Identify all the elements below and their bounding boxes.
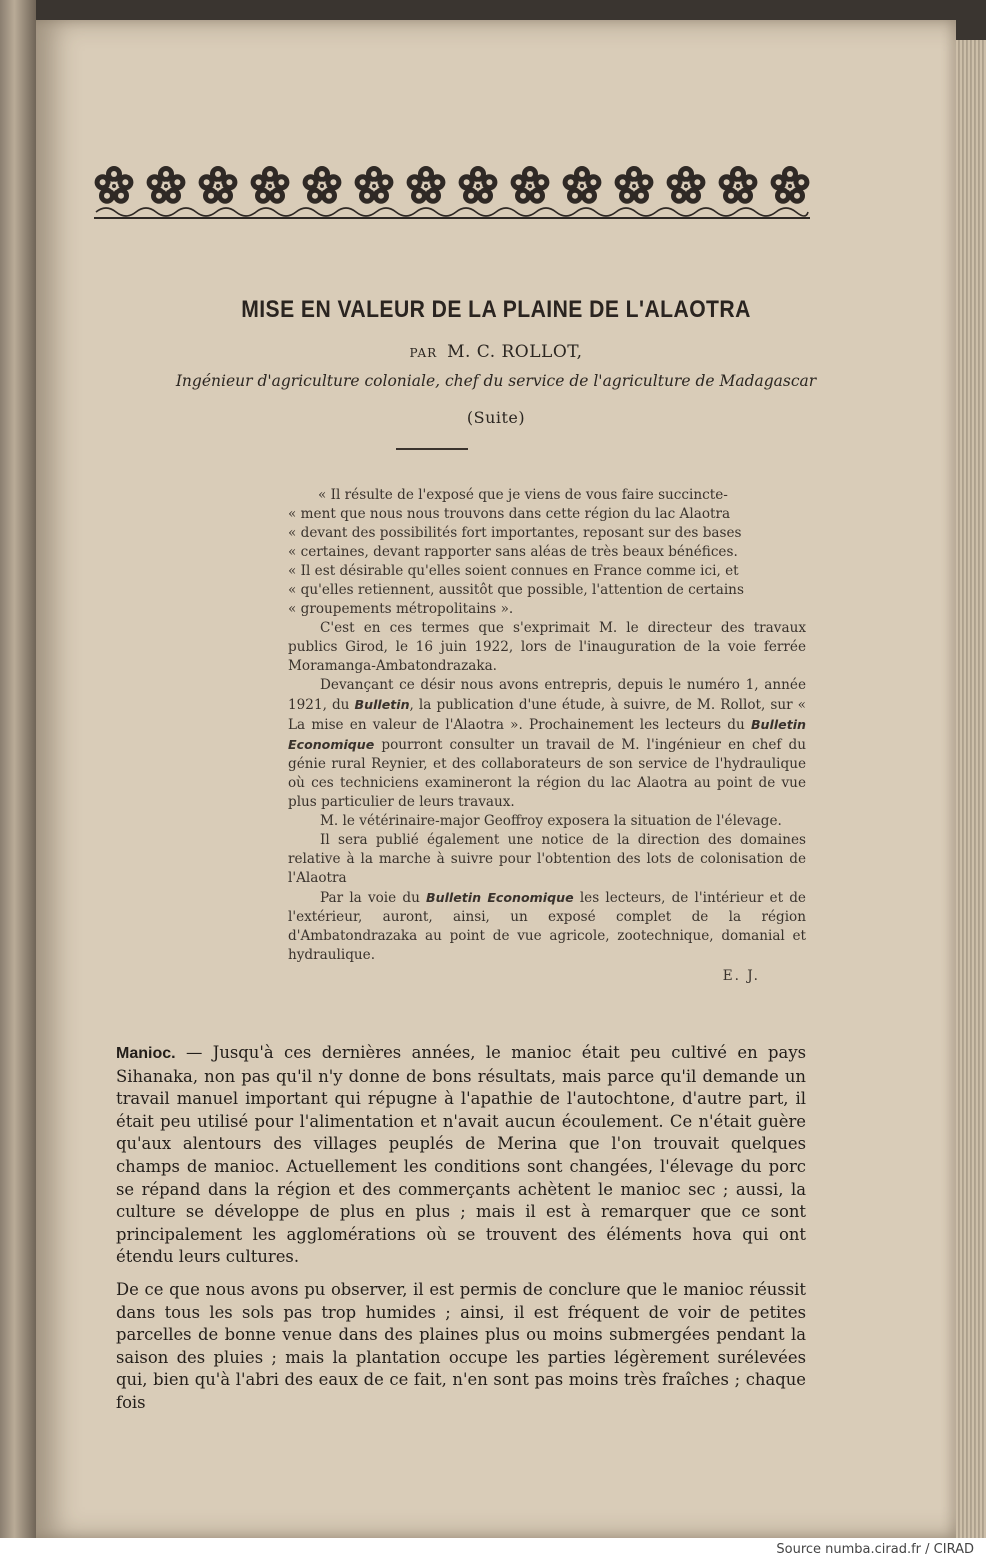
- book-spine-edge: [0, 0, 36, 1538]
- intro-paragraph: C'est en ces termes que s'exprimait M. le directeur des travaux publics Girod, le 16 juin 1922, lors de l'inauguration de la voie ferrée Moramanga-Ambatondrazaka.: [288, 620, 806, 674]
- intro-paragraph: Par la voie du Bulletin Economique les lecteurs, de l'intérieur et de l'extérieur, auront, ainsi, un exposé complet de la région d'Ambatondrazaka au point de vue agricole, zootechnique, domanial et hydraulique.: [288, 890, 806, 963]
- byline-prefix: PAR: [409, 346, 438, 360]
- title-rule: [396, 448, 468, 450]
- editorial-introduction: [288, 486, 806, 986]
- section-heading-manioc: Manioc.: [116, 1045, 176, 1062]
- bulletin-economique-title: Bulletin Economique: [426, 890, 574, 905]
- quote-line: « certaines, devant rapporter sans aléas de très beaux bénéfices.: [288, 544, 738, 560]
- quote-line: « ment que nous nous trouvons dans cette région du lac Alaotra: [288, 506, 731, 522]
- body-paragraph: Manioc. — Jusqu'à ces dernières années, le manioc était peu cultivé en pays Sihanaka, non pas qu'il n'y donne de bons résultats, mais parce qu'il demande un travail manuel important qui répugne à l'apathie de l'autochtone, d'autre part, il était peu utilisé pour l'alimentation et n'avait aucun écoulement. Ce n'était guère qu'aux alentours des villages peuplés de Merina que l'on trouvait quelques champs de manioc. Actuellement les conditions sont changées, l'élevage du porc se répand dans la région et des commerçants achètent le manioc sec ; aussi, la culture se développe de plus en plus ; mais il est à remarquer que ce sont principalement les agglomérations où se trouvent des éléments hova qui ont étendu leurs cultures.: [116, 1043, 806, 1267]
- editor-signature: E. J.: [722, 968, 760, 984]
- bulletin-economique-title: Bulletin Economique: [288, 717, 806, 752]
- quote-line: « Il est désirable qu'elles soient connues en France comme ici, et: [288, 563, 739, 579]
- footer-bar: [0, 1538, 986, 1566]
- author-affiliation: Ingénieur d'agriculture coloniale, chef du service de l'agriculture de Madagascar: [175, 372, 817, 390]
- page-edges: [956, 40, 986, 1538]
- bulletin-title: Bulletin: [354, 697, 410, 712]
- intro-paragraph: Devançant ce désir nous avons entrepris, depuis le numéro 1, année 1921, du Bulletin, la publication d'une étude, à suivre, de M. Rollot, sur « La mise en valeur de l'Alaotra ». Prochainement les lecteurs du Bulletin Economique pourront consulter un travail de M. l'ingénieur en chef du génie rural Reynier, et des collaborateurs de son service de l'hydraulique où ces techniciens examineront la région du lac Alaotra au point de vue plus particulier de leurs travaux.: [288, 677, 806, 810]
- author-name: M. C. ROLLOT,: [447, 342, 583, 362]
- quote-line: « qu'elles retiennent, aussitôt que possible, l'attention de certains: [288, 582, 744, 598]
- quote-line: « devant des possibilités fort importantes, reposant sur des bases: [288, 525, 742, 541]
- floral-ornament-band: [92, 160, 812, 236]
- quote-line: « Il résulte de l'exposé que je viens de vous faire succincte-: [318, 487, 728, 503]
- quote-line: « groupements métropolitains ».: [288, 601, 514, 617]
- article-title: MISE EN VALEUR DE LA PLAINE DE L'ALAOTRA: [241, 296, 751, 323]
- source-credit: Source numba.cirad.fr / CIRAD: [776, 1542, 974, 1557]
- scanned-page: [36, 20, 956, 1538]
- byline: [36, 342, 956, 362]
- intro-paragraph: M. le vétérinaire-major Geoffroy exposera la situation de l'élevage.: [320, 813, 782, 829]
- intro-paragraph: Il sera publié également une notice de la direction des domaines relative à la marche à suivre pour l'obtention des lots de colonisation de l'Alaotra: [288, 832, 806, 886]
- article-body: [116, 1042, 806, 1425]
- suite-label: (Suite): [466, 408, 526, 427]
- body-paragraph: De ce que nous avons pu observer, il est permis de conclure que le manioc réussit dans tous les sols pas trop humides ; ainsi, il est fréquent de voir de petites parcelles de bonne venue dans des plaines plus ou moins submergées pendant la saison des pluies ; mais la plantation occupe les parties légèrement surélevées qui, bien qu'à l'abri des eaux de ce fait, n'en sont pas moins très fraîches ; chaque fois: [116, 1279, 806, 1412]
